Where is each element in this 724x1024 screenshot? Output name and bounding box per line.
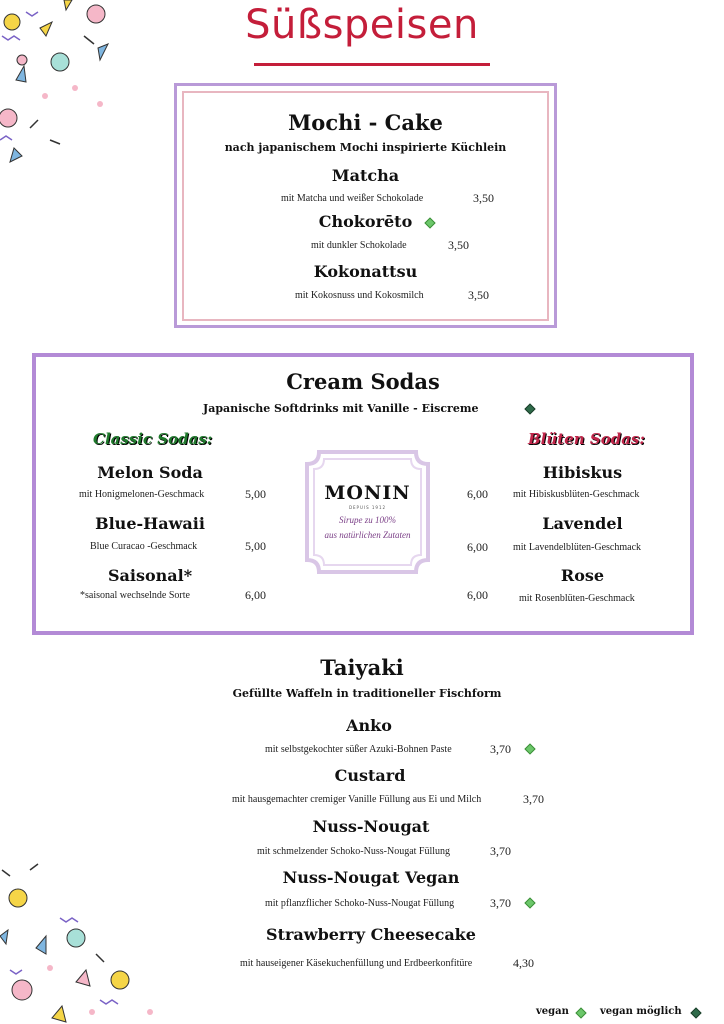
classic-sodas-label: Classic Sodas: — [93, 430, 213, 448]
classic-soda-name: Saisonal* — [107, 566, 193, 585]
taiyaki-item-price: 3,70 — [490, 896, 511, 910]
vegan-marker-icon — [524, 743, 535, 754]
bluten-soda-name: Lavendel — [542, 514, 623, 533]
classic-soda-desc: mit Honigmelonen-Geschmack — [79, 489, 205, 500]
mochi-item-price: 3,50 — [473, 191, 494, 205]
mochi-subtitle: nach japanischem Mochi inspirierte Küchlein — [224, 141, 507, 154]
taiyaki-heading: Taiyaki — [320, 655, 404, 680]
bluten-soda-desc: mit Rosenblüten-Geschmack — [519, 593, 635, 604]
classic-soda-desc: *saisonal wechselnde Sorte — [80, 590, 190, 601]
bluten-soda-price: 6,00 — [467, 487, 488, 501]
classic-soda-desc: Blue Curacao -Geschmack — [90, 541, 198, 552]
bluten-soda-name: Rose — [560, 566, 605, 585]
taiyaki-item-desc: mit selbstgekochter süßer Azuki-Bohnen Paste — [265, 744, 452, 755]
mochi-item-desc: mit dunkler Schokolade — [311, 240, 407, 251]
classic-soda-name: Melon Soda — [97, 463, 203, 482]
title-underline — [254, 63, 490, 66]
mochi-item-price: 3,50 — [468, 288, 489, 302]
legend-vegan-possible-label: vegan möglich — [600, 1006, 682, 1017]
taiyaki-item-desc: mit hauseigener Käsekuchenfüllung und Erdbeerkonfitüre — [240, 958, 473, 969]
taiyaki-item-price: 3,70 — [490, 742, 511, 756]
sodas-heading: Cream Sodas — [286, 369, 440, 394]
bluten-soda-price: 6,00 — [467, 540, 488, 554]
bluten-soda-desc: mit Hibiskusblüten-Geschmack — [513, 489, 640, 500]
taiyaki-item-price: 3,70 — [523, 792, 544, 806]
bluten-soda-price: 6,00 — [467, 588, 488, 602]
mochi-item-name: Matcha — [331, 166, 400, 185]
mochi-heading: Mochi - Cake — [288, 110, 443, 135]
monin-slogan-line-1: Sirupe zu 100% — [339, 515, 396, 525]
sodas-subtitle: Japanische Softdrinks mit Vanille - Eiscreme — [203, 402, 479, 415]
taiyaki-item-name: Anko — [346, 716, 392, 735]
classic-soda-price: 5,00 — [245, 539, 266, 553]
taiyaki-item-name: Custard — [334, 766, 406, 785]
taiyaki-item-name: Nuss-Nougat — [312, 817, 430, 836]
taiyaki-item-name: Strawberry Cheesecake — [266, 925, 476, 944]
bluten-soda-desc: mit Lavendelblüten-Geschmack — [513, 542, 642, 553]
monin-tagline: DEPUIS 1912 — [348, 505, 387, 510]
mochi-item-desc: mit Kokosnuss und Kokosmilch — [295, 290, 424, 301]
bluten-sodas-label: Blüten Sodas: — [528, 430, 645, 448]
monin-logo-badge — [305, 450, 430, 574]
taiyaki-item-desc: mit schmelzender Schoko-Nuss-Nougat Füllung — [257, 846, 451, 857]
classic-soda-name: Blue-Hawaii — [95, 514, 205, 533]
taiyaki-subtitle: Gefüllte Waffeln in traditioneller Fischform — [232, 687, 502, 700]
monin-brand: MONIN — [324, 482, 411, 504]
classic-soda-price: 6,00 — [245, 588, 266, 602]
mochi-item-price: 3,50 — [448, 238, 469, 252]
mochi-item-desc: mit Matcha und weißer Schokolade — [281, 193, 424, 204]
vegan-marker-icon — [524, 897, 535, 908]
mochi-item-name: Kokonattsu — [313, 262, 418, 281]
bluten-soda-name: Hibiskus — [542, 463, 623, 482]
taiyaki-item-price: 4,30 — [513, 956, 534, 970]
taiyaki-item-desc: mit hausgemachter cremiger Vanille Füllung aus Ei und Milch — [232, 794, 482, 805]
monin-slogan-line-2: aus natürlichen Zutaten — [324, 530, 411, 540]
classic-soda-price: 5,00 — [245, 487, 266, 501]
taiyaki-item-desc: mit pflanzflicher Schoko-Nuss-Nougat Füllung — [265, 898, 455, 909]
vegan-marker-icon — [575, 1007, 586, 1018]
vegan-possible-marker-icon — [690, 1007, 701, 1018]
taiyaki-item-price: 3,70 — [490, 844, 511, 858]
legend-vegan-label: vegan — [536, 1006, 569, 1017]
mochi-item-name: Chokorēto — [318, 212, 413, 231]
page-title: Süßspeisen — [245, 2, 479, 48]
taiyaki-item-name: Nuss-Nougat Vegan — [282, 868, 460, 887]
